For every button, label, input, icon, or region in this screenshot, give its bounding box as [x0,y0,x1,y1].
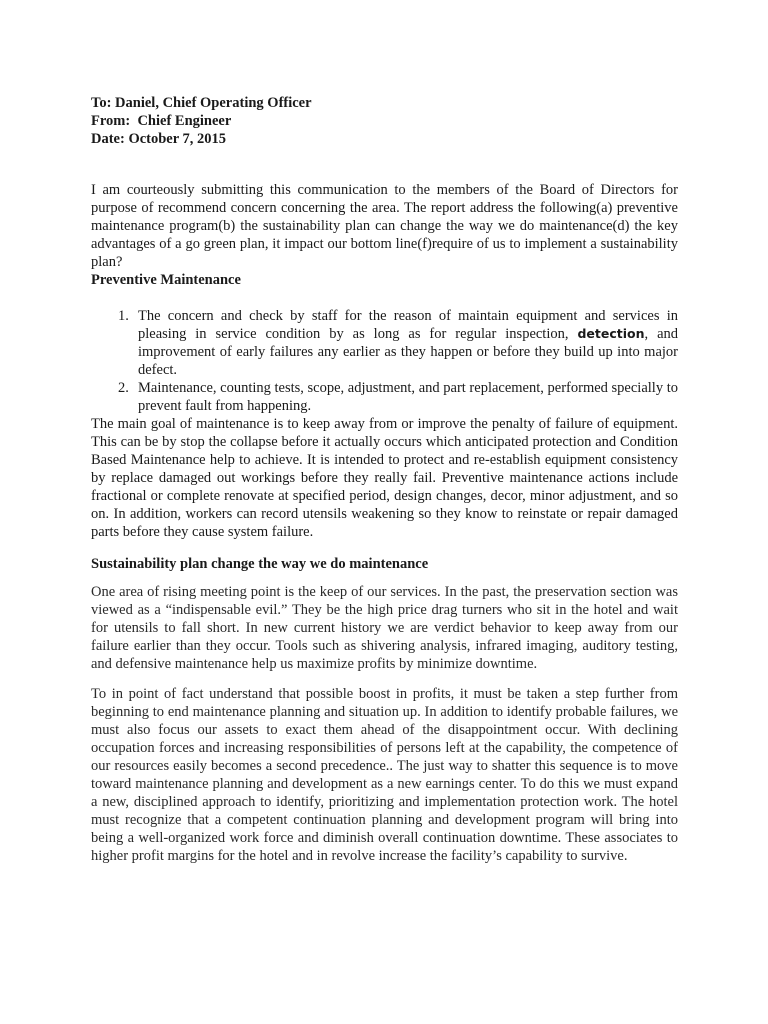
section-heading-preventive-maintenance: Preventive Maintenance [91,272,241,288]
memo-from: From: Chief Engineer [91,113,232,129]
memo-header [91,94,312,148]
intro-paragraph: I am courteously submitting this communication to the members of the Board of Directors for purpose of recommend concern concerning the area. The report address the following(a) preventive maintenance program(b) the sustainability plan can change the way we do maintenance(d) the key advantages of a go green plan, it impact our bottom line(f)require of us to implement a sustainability plan? [91,182,678,270]
list-item-text: Maintenance, counting tests, scope, adjustment, and part replacement, performed specially to prevent fault from happening. [138,380,678,414]
list-item-text-end: , and improvement of early failures any earlier as they happen or before they build up into major defect. [138,326,679,378]
list-item [91,379,678,415]
list-item-text: The concern and check by staff for the reason of maintain equipment and services in pleasing in service condition by as long as for regular inspection, [138,308,678,342]
list-item-number: 2. [118,380,129,396]
section-heading-sustainability-plan: Sustainability plan change the way we do maintenance [91,556,429,572]
preventive-maintenance-list [91,307,678,415]
list-item [91,307,678,379]
preventive-maintenance-paragraph: The main goal of maintenance is to keep away from or improve the penalty of failure of equipment. This can be by stop the collapse before it actually occurs which anticipated protection and Condition Based Maintenance help to achieve. It is intended to protect and re-establish equipment consistency by replace damaged out workings before they really fail. Preventive maintenance actions include fractional or complete renovate at specified period, design changes, decor, minor adjustment, and so on. In addition, workers can record utensils weakening so they know to reinstate or repair damaged parts before they cause system failure. [91,416,678,540]
sustainability-paragraph-2: To in point of fact understand that possible boost in profits, it must be taken a step further from beginning to end maintenance planning and situation up. In addition to identify probable failures, we must also focus our assets to exact them ahead of the disappointment occur. With declining occupation forces and increasing responsibilities of persons left at the capability, the competence of our resources easily becomes a second precedence.. The just way to shatter this sequence is to move toward maintenance planning and development as a new earnings center. To do this we must expand a new, disciplined approach to identify, prioritizing and implementation protection work. The hotel must recognize that a competent continuation planning and development program will bring into being a well-organized work force and diminish overall continuation downtime. These associates to higher profit margins for the hotel and in revolve increase the facility’s capability to survive. [91,686,678,864]
memo-to: To: Daniel, Chief Operating Officer [91,95,312,111]
highlighted-word: detection [577,326,645,341]
memo-date: Date: October 7, 2015 [91,131,227,147]
sustainability-paragraph-1: One area of rising meeting point is the keep of our services. In the past, the preservation section was viewed as a “indispensable evil.” They be the high price drag turners who sit in the hotel and wait for utensils to fall short. In new current history we are verdict behavior to keep away from our failure earlier than they occur. Tools such as shivering analysis, infrared imaging, auditory testing, and defensive maintenance help us maximize profits by minimize downtime. [91,584,678,672]
list-item-number: 1. [118,308,129,324]
